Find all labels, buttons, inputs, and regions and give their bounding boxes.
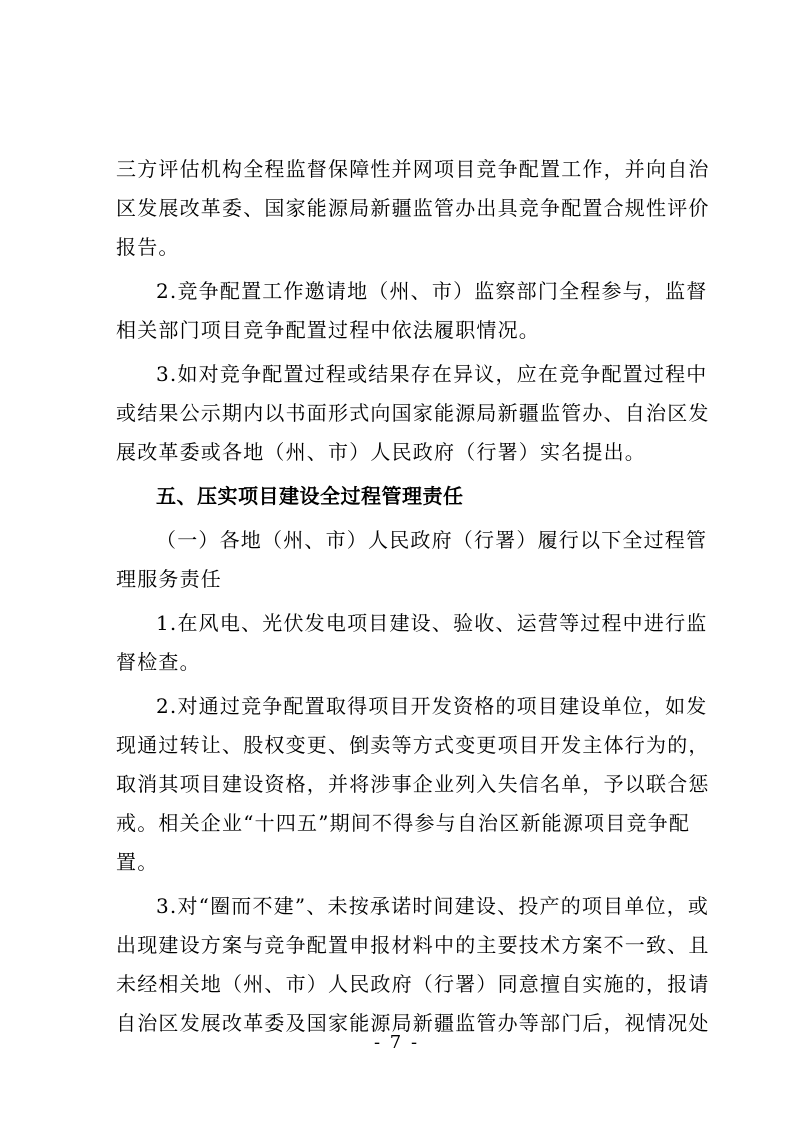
body-text-line: 出现建设方案与竞争配置申报材料中的主要技术方案不一致、且 <box>116 933 710 957</box>
body-text-line: 理服务责任 <box>116 567 222 591</box>
body-text-line: 3.如对竞争配置过程或结果存在异议，应在竞争配置过程中 <box>156 362 708 386</box>
body-text-line: 三方评估机构全程监督保障性并网项目竞争配置工作，并向自治 <box>116 157 710 181</box>
body-text-line: 1.在风电、光伏发电项目建设、验收、运营等过程中进行监 <box>156 611 708 635</box>
body-text-line: 戒。相关企业“十四五”期间不得参与自治区新能源项目竞争配 <box>116 811 691 835</box>
body-text-line: 取消其项目建设资格，并将涉事企业列入失信名单，予以联合惩 <box>116 772 710 796</box>
body-text-line: 2.对通过竞争配置取得项目开发资格的项目建设单位，如发 <box>156 694 708 718</box>
body-text-line: 置。 <box>116 850 159 874</box>
section-heading: 五、压实项目建设全过程管理责任 <box>156 484 464 508</box>
body-text-line: 3.对“圈而不建”、未按承诺时间建设、投产的项目单位，或 <box>156 894 710 918</box>
body-text-line: 现通过转让、股权变更、倒卖等方式变更项目开发主体行为的， <box>116 733 710 757</box>
body-text-line: 展改革委或各地（州、市）人民政府（行署）实名提出。 <box>116 440 646 464</box>
body-text-line: 2.竞争配置工作邀请地（州、市）监察部门全程参与，监督 <box>156 279 708 303</box>
body-text-line: （一）各地（州、市）人民政府（行署）履行以下全过程管 <box>156 528 708 552</box>
body-text-line: 或结果公示期内以书面形式向国家能源局新疆监管办、自治区发 <box>116 401 710 425</box>
body-text-line: 自治区发展改革委及国家能源局新疆监管办等部门后，视情况处 <box>116 1011 710 1035</box>
page-number: - 7 - <box>373 1032 420 1053</box>
body-text-line: 区发展改革委、国家能源局新疆监管办出具竞争配置合规性评价 <box>116 196 710 220</box>
body-text-line: 报告。 <box>116 235 180 259</box>
body-text-line: 相关部门项目竞争配置过程中依法履职情况。 <box>116 318 540 342</box>
body-text-line: 督检查。 <box>116 650 201 674</box>
body-text-line: 未经相关地（州、市）人民政府（行署）同意擅自实施的，报请 <box>116 972 710 996</box>
